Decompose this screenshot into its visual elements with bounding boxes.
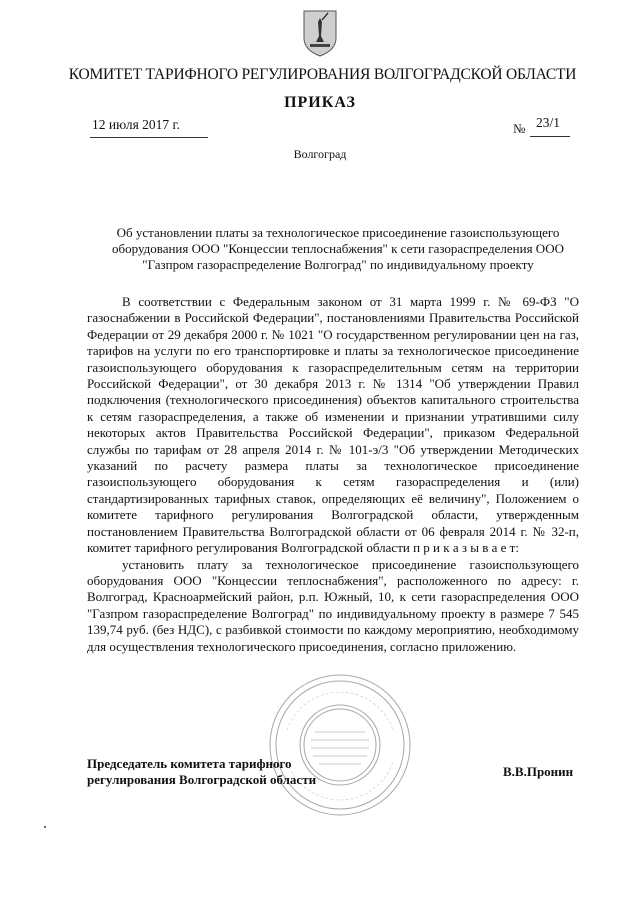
document-date: 12 июля 2017 г.: [92, 117, 180, 132]
signatory-position-line-1: Председатель комитета тарифного: [87, 756, 292, 771]
date-underline: [90, 137, 208, 138]
official-seal-stamp-icon: [265, 670, 415, 820]
volgograd-coat-of-arms-icon: [300, 8, 340, 58]
body-paragraph-1: В соответствии с Федеральным законом от 31 марта 1999 г. № 69-ФЗ "О газоснабжении в Российской Федерации", постановлениями Правительства Российской Федерации от 29 декабря 2000 г. № 1021 "О государственном регулировании цен на газ, тарифов на услуги по его транспортировке и платы за технологическое присоединение газоиспользующего оборудования к газораспределительным сетям на территории Российской Федерации", от 30 декабря 2013 г. № 1314 "Об утверждении Правил подключения (технологического присоединения) объектов капитального строительства к сетям газораспределения, а также об изменении и признании утратившими силу некоторых актов Правительства Российской Федерации", приказом Федеральной службы по тарифам от 28 апреля 2014 г. № 101-э/3 "Об утверждении Методических указаний по расчету размера платы за технологическое присоединение газоиспользующего оборудования к сетям газораспределения и (или) стандартизированных тарифных ставок, определяющих её величину", Положением о комитете тарифного регулирования Волгоградской области, утвержденным постановлением Правительства Волгоградской области от 06 февраля 2014 г. № 32-п, комитет тарифного регулирования Волгоградской области п р и к а з ы в а е т:: [87, 294, 579, 556]
number-underline: [530, 136, 570, 137]
signatory-position-line-2: регулирования Волгоградской области: [87, 772, 317, 787]
scan-mark: [44, 826, 46, 828]
signatory-position: [87, 756, 316, 788]
document-subject: Об установлении платы за технологическое присоединение газоиспользующего оборудования ООО "Концессии теплоснабжения" к сети газораспределения ООО "Газпром газораспределение Волгоград" по индивидуальному проекту: [112, 225, 564, 272]
signatory-name: В.В.Пронин: [503, 764, 574, 779]
number-label: №: [513, 121, 526, 136]
document-body: [87, 294, 579, 655]
document-number: 23/1: [536, 115, 561, 130]
document-city: Волгоград: [293, 147, 347, 161]
organization-name: КОМИТЕТ ТАРИФНОГО РЕГУЛИРОВАНИЯ ВОЛГОГРАДСКОЙ ОБЛАСТИ: [68, 66, 577, 83]
body-paragraph-2: установить плату за технологическое присоединение газоиспользующего оборудования ООО "Концессии теплоснабжения", расположенного по адресу: г. Волгоград, Красноармейский район, р.п. Южный, 10, к сети газораспределения ООО "Газпром газораспределение Волгоград" по индивидуальному проекту в размере 7 545 139,74 руб. (без НДС), с разбивкой стоимости по каждому мероприятию, необходимому для осуществления технологического присоединения, согласно приложению.: [87, 556, 579, 654]
document-type: ПРИКАЗ: [284, 94, 356, 111]
